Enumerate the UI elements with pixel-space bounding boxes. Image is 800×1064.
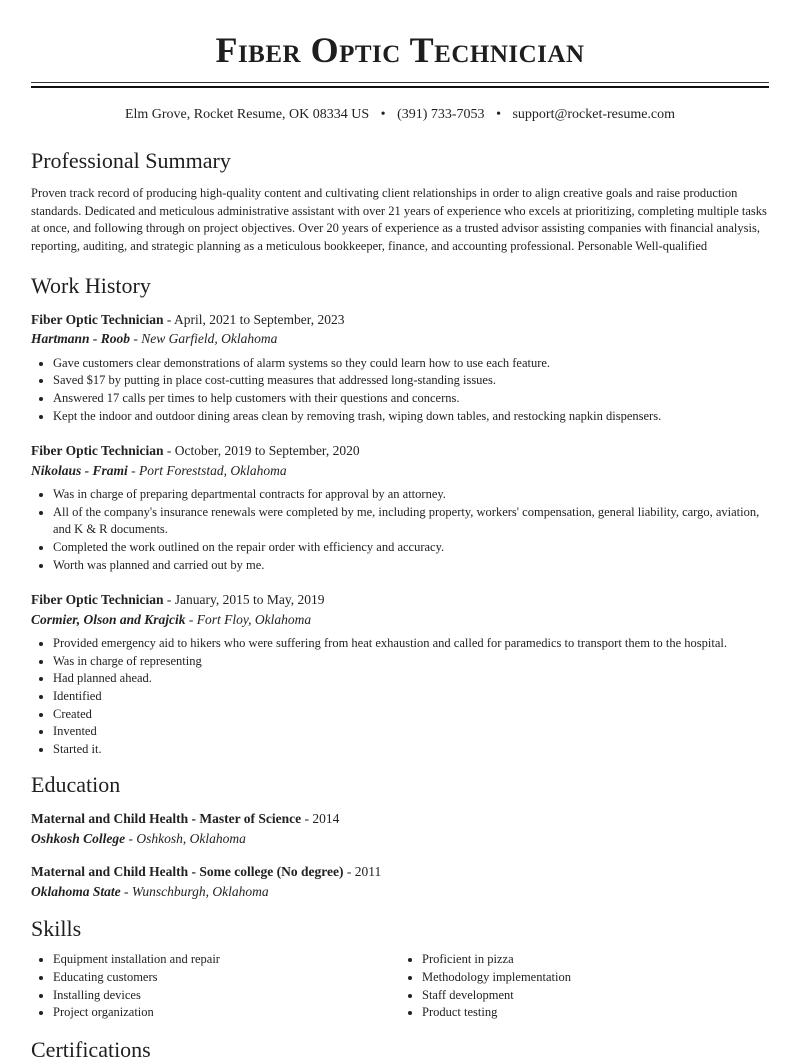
section-heading: Certifications	[31, 1036, 151, 1062]
list-item: • Was in charge of representing	[53, 653, 769, 671]
job-title: Fiber Optic Technician	[31, 311, 164, 327]
list-item: • Created	[53, 706, 769, 724]
header-divider	[31, 82, 769, 88]
list-item: • Invented	[53, 723, 769, 741]
school-name: Oshkosh College	[31, 830, 126, 846]
contact-phone: (391) 733-7053	[397, 107, 485, 122]
skills-section	[31, 915, 769, 1021]
summary-text: Proven track record of producing high-quality content and cultivating client relationships in order to align creative goals and raise production standards. Dedicated and meticulous administrative assistant with over 21 years of experience who excels at prioritizing, completing multiple tasks at once, and following through on project objectives. Over 20 years of experience as a trusted advisor assisting companies with financial analysis, reporting, auditing, and strategic planning as a meticulous bookkeeper, finance, and accounting professional. Personable Well-qualified	[31, 186, 767, 254]
school-location: - Oshkosh, Oklahoma	[125, 830, 246, 846]
list-item: • Completed the work outlined on the repair order with efficiency and accuracy.	[53, 539, 769, 557]
job-dates: - April, 2021 to September, 2023	[163, 311, 345, 327]
job-bullets	[31, 635, 769, 758]
graduation-year: - 2011	[343, 864, 382, 880]
company-name: Cormier, Olson and Krajcik	[31, 611, 186, 627]
company-name: Nikolaus - Frami	[31, 462, 128, 478]
skill-item: • Installing devices	[53, 987, 400, 1005]
education-entry	[31, 809, 769, 848]
skills-column-left	[31, 951, 400, 1021]
bullet-separator: •	[496, 107, 501, 122]
list-item: • Kept the indoor and outdoor dining areas clean by removing trash, wiping down tables, and restocking napkin dispensers.	[53, 408, 769, 426]
skill-item: • Proficient in pizza	[422, 951, 769, 969]
job-title: Fiber Optic Technician	[31, 592, 164, 608]
contact-address: Elm Grove, Rocket Resume, OK 08334 US	[124, 107, 370, 122]
degree: Maternal and Child Health - Master of Science	[31, 811, 302, 827]
resume-title: Fiber Optic Technician	[215, 30, 585, 70]
professional-summary-section	[31, 147, 769, 256]
job-entry	[31, 441, 769, 574]
job-bullets	[31, 486, 769, 574]
skill-item: • Methodology implementation	[422, 969, 769, 987]
certifications-section	[31, 1036, 769, 1064]
work-history-section	[31, 272, 769, 759]
degree: Maternal and Child Health - Some college (No degree)	[31, 864, 344, 880]
divider-thin-line	[31, 82, 769, 83]
job-dates: - October, 2019 to September, 2020	[163, 443, 360, 459]
section-heading: Skills	[31, 916, 82, 942]
job-location: - New Garfield, Oklahoma	[130, 331, 278, 347]
list-item: • All of the company's insurance renewals were completed by me, including property, workers' compensation, general liability, cargo, aviation, and K & R documents.	[53, 504, 769, 539]
education-entry	[31, 862, 769, 901]
job-location: - Port Foreststad, Oklahoma	[127, 462, 287, 478]
list-item: • Was in charge of preparing departmental contracts for approval by an attorney.	[53, 486, 769, 504]
job-title: Fiber Optic Technician	[31, 443, 164, 459]
list-item: • Saved $17 by putting in place cost-cutting measures that addressed long-standing issues.	[53, 372, 769, 390]
education-section	[31, 771, 769, 901]
bullet-separator: •	[380, 107, 386, 122]
skill-item: • Staff development	[422, 987, 769, 1005]
job-dates: - January, 2015 to May, 2019	[163, 592, 325, 608]
school-name: Oklahoma State	[31, 883, 121, 899]
section-heading: Work History	[31, 272, 151, 298]
contact-email: support@rocket-resume.com	[512, 107, 676, 122]
section-heading: Education	[31, 772, 121, 798]
job-entry	[31, 590, 769, 758]
section-heading: Professional Summary	[31, 148, 231, 173]
skill-item: • Equipment installation and repair	[53, 951, 400, 969]
list-item: • Answered 17 calls per times to help customers with their questions and concerns.	[53, 390, 769, 408]
skill-item: • Project organization	[53, 1004, 400, 1022]
list-item: • Had planned ahead.	[53, 670, 769, 688]
skill-item: • Product testing	[422, 1004, 769, 1022]
list-item: • Worth was planned and carried out by me.	[53, 557, 769, 575]
list-item: • Provided emergency aid to hikers who were suffering from heat exhaustion and called for paramedics to transport them to the hospital.	[53, 635, 769, 653]
contact-line	[31, 105, 769, 125]
list-item: • Identified	[53, 688, 769, 706]
list-item: • Started it.	[53, 741, 769, 759]
graduation-year: - 2014	[301, 811, 340, 827]
skill-item: • Educating customers	[53, 969, 400, 987]
school-location: - Wunschburgh, Oklahoma	[120, 883, 269, 899]
job-location: - Fort Floy, Oklahoma	[185, 611, 312, 627]
company-name: Hartmann - Roob	[31, 331, 131, 347]
skills-column-right	[400, 951, 769, 1021]
divider-thick-line	[31, 86, 769, 88]
job-entry	[31, 310, 769, 425]
list-item: • Gave customers clear demonstrations of alarm systems so they could learn how to use each feature.	[53, 355, 769, 373]
job-bullets	[31, 355, 769, 425]
skills-grid	[31, 951, 769, 1021]
